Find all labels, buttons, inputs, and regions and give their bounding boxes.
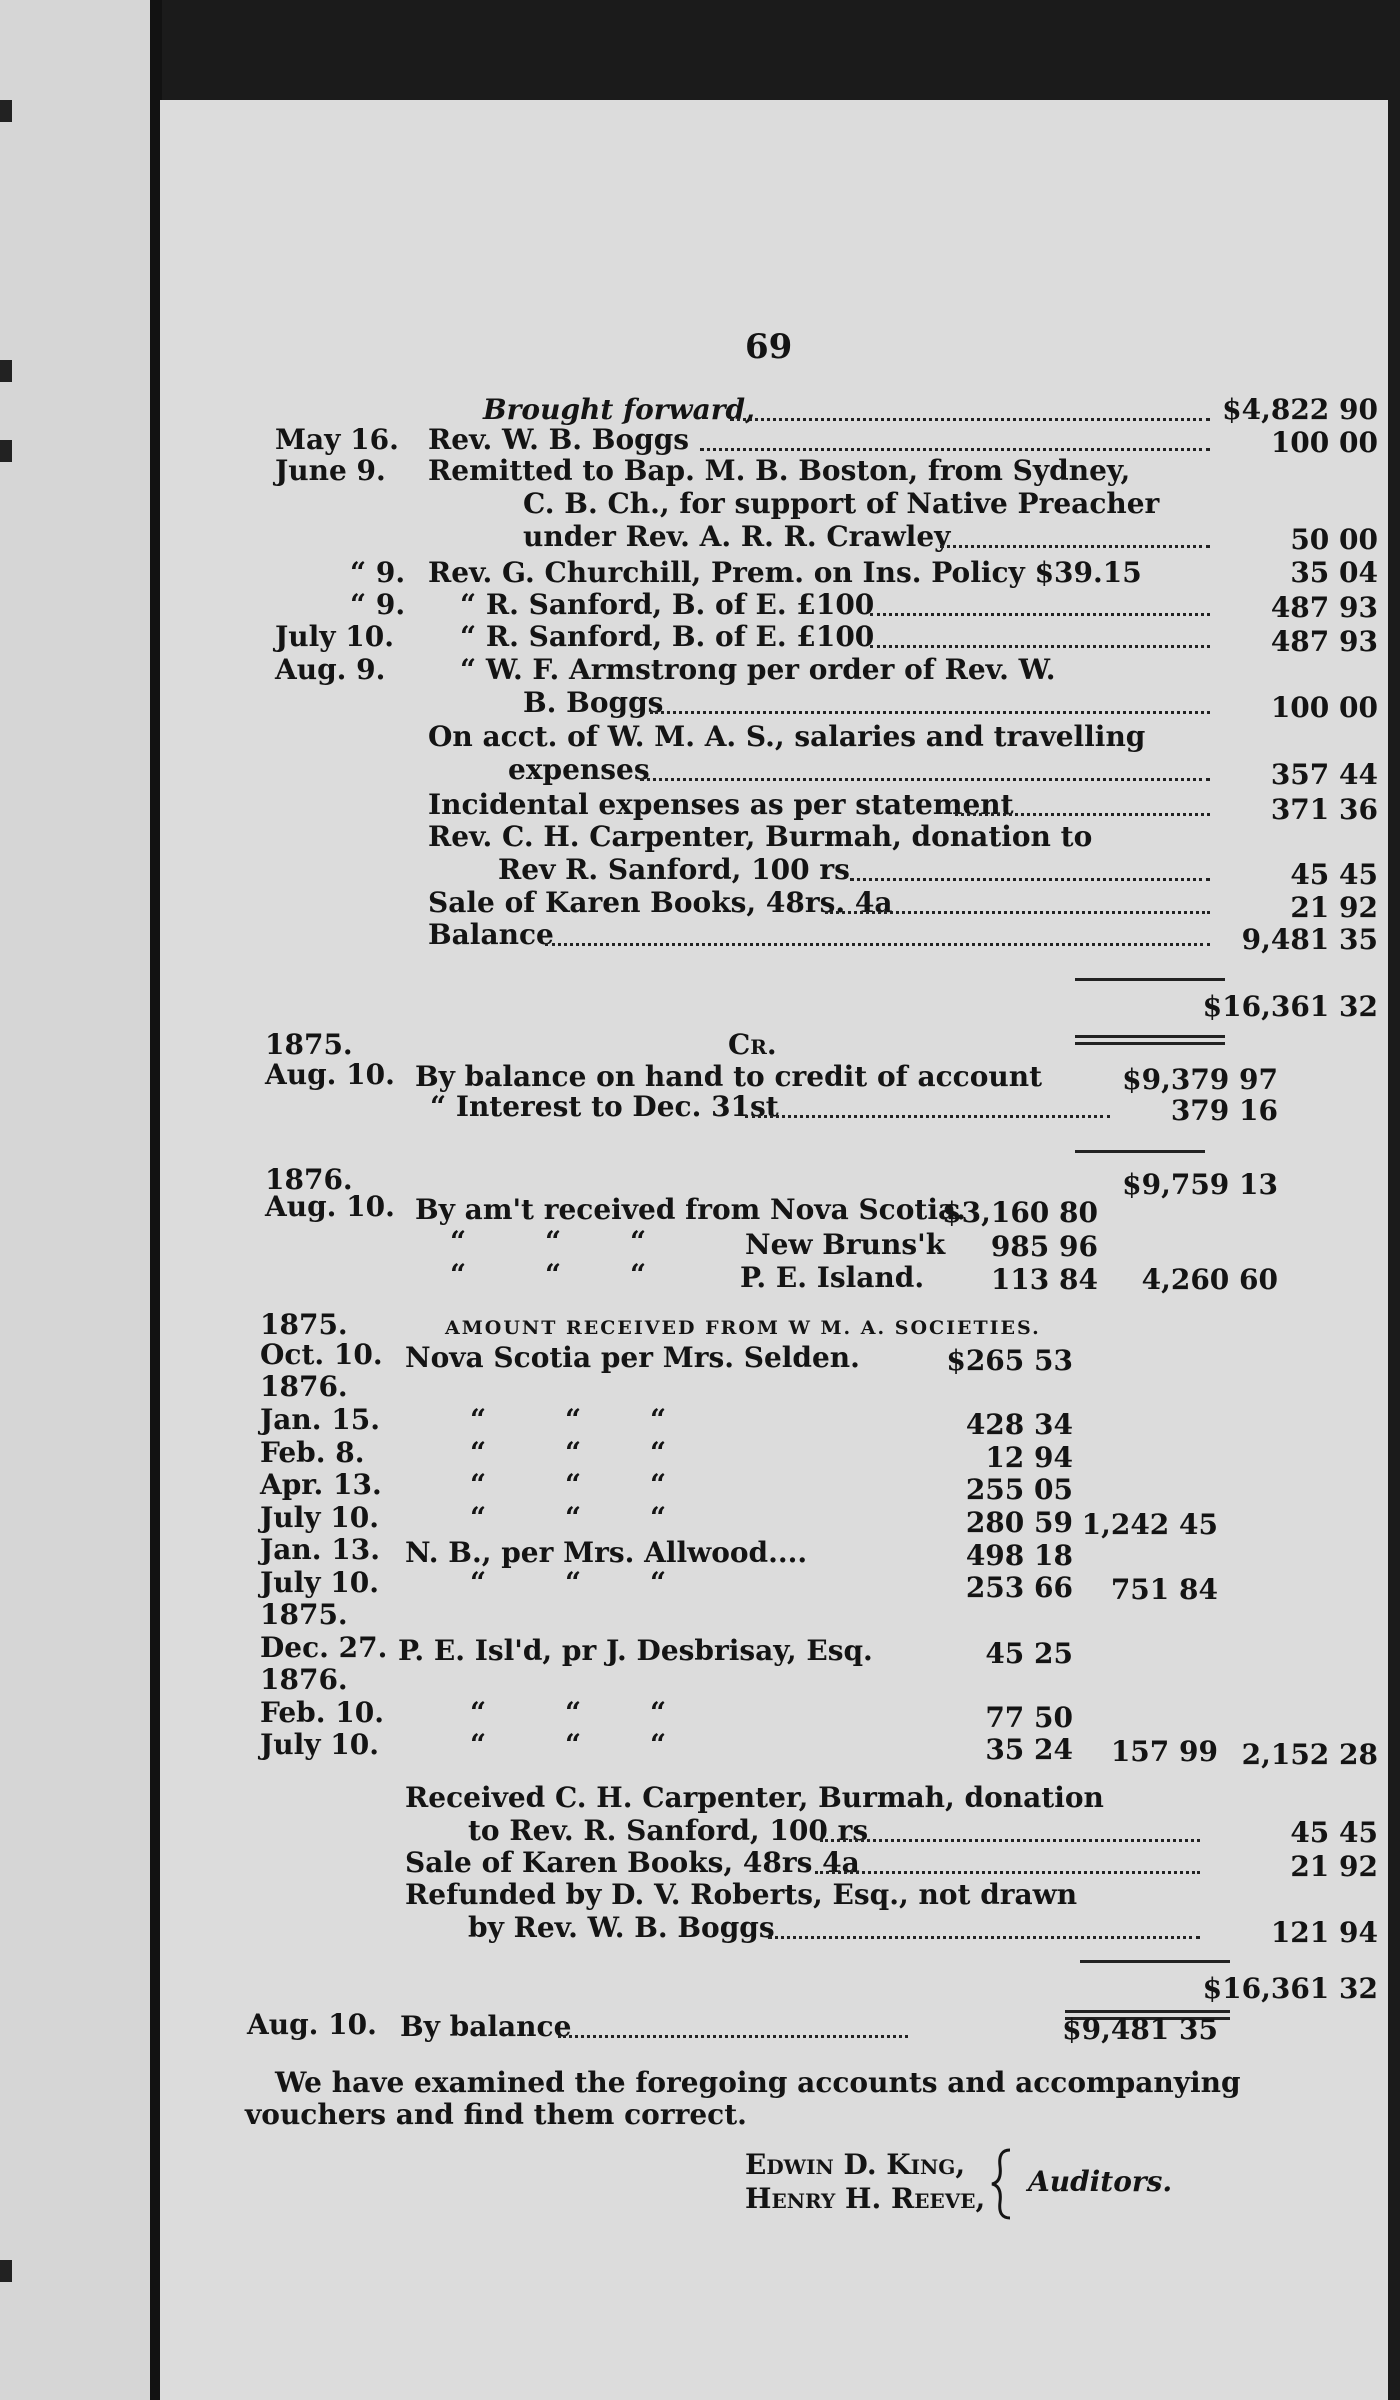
entry-text: P. E. Island. (740, 1261, 925, 1294)
ditto-mark: “ (650, 1566, 667, 1599)
entry-date: “ 9. (350, 556, 406, 589)
entry-amount: 9,481 35 (1241, 923, 1378, 956)
table-row-amount: 498 18 (965, 1539, 1073, 1572)
entry-text: Rev R. Sanford, 100 rs (498, 853, 850, 886)
leader-dots (640, 778, 1210, 781)
entry-amount: 21 92 (1290, 891, 1378, 924)
leader-dots (850, 878, 1210, 881)
auditors-statement: vouchers and find them correct. (245, 2098, 747, 2131)
entry-text: B. Boggs (523, 686, 664, 719)
auditor-name: Edwin D. King, (745, 2148, 966, 2181)
auditors-statement: We have examined the foregoing accounts and accompanying (275, 2066, 1241, 2099)
table-row-amount: 255 05 (965, 1473, 1073, 1506)
provinces-total: 4,260 60 (1141, 1263, 1278, 1296)
entry-date: Aug. 9. (275, 653, 386, 686)
leader-dots (955, 813, 1210, 816)
entry-text: C. B. Ch., for support of Native Preacher (523, 487, 1160, 520)
entry-date: Aug. 10. (247, 2008, 377, 2041)
entry-text: By balance on hand to credit of account (415, 1060, 1043, 1093)
entry-text: by Rev. W. B. Boggs (468, 1911, 775, 1944)
entry-amount: 100 00 (1270, 426, 1378, 459)
leader-dots (815, 1871, 1200, 1874)
entry-amount: 100 00 (1270, 691, 1378, 724)
ditto-mark: “ (630, 1225, 647, 1258)
auditor-name: Henry H. Reeve, (745, 2182, 986, 2215)
entry-amount: $3,160 80 (942, 1196, 1098, 1229)
table-row-date: July 10. (260, 1501, 379, 1534)
adjacent-page-mark (0, 360, 12, 382)
table-row-text: N. B., per Mrs. Allwood.... (405, 1536, 808, 1569)
ditto-mark: “ (650, 1436, 667, 1469)
leader-dots (558, 2035, 908, 2038)
entry-amount: 21 92 (1290, 1850, 1378, 1883)
entry-text: “ W. F. Armstrong per order of Rev. W. (460, 653, 1056, 686)
entry-text: By balance (400, 2010, 572, 2043)
table-row-amount: 12 94 (985, 1441, 1073, 1474)
double-rule (1075, 1035, 1225, 1038)
table-row-amount: 77 50 (985, 1701, 1073, 1734)
adjacent-page-edge (0, 0, 150, 2400)
entry-date: “ 9. (350, 588, 406, 621)
year-label: 1875. (265, 1028, 353, 1061)
table-row-amount: $265 53 (946, 1344, 1073, 1377)
entry-text: On acct. of W. M. A. S., salaries and travelling (428, 720, 1146, 753)
leader-dots (820, 1839, 1200, 1842)
table-row-amount: 45 25 (985, 1637, 1073, 1670)
section-heading: AMOUNT RECEIVED FROM W M. A. SOCIETIES. (445, 1317, 1041, 1339)
final-balance-amount: $9,481 35 (1062, 2013, 1218, 2046)
total-rule (1075, 978, 1225, 981)
year-label: 1876. (260, 1663, 348, 1696)
entry-date: July 10. (275, 620, 394, 653)
entry-text: Rev. G. Churchill, Prem. on Ins. Policy $39.15 (428, 556, 1142, 589)
subtotal-rule (1075, 1150, 1205, 1153)
ditto-mark: “ (545, 1258, 562, 1291)
leader-dots (870, 613, 1210, 616)
wma-total: 2,152 28 (1241, 1738, 1378, 1771)
entry-date: May 16. (275, 423, 399, 456)
entry-amount: 113 84 (990, 1263, 1098, 1296)
brace-icon (990, 2146, 1020, 2222)
entry-amount: 357 44 (1270, 758, 1378, 791)
leader-dots (650, 711, 1210, 714)
credit-heading: Cr. (728, 1028, 777, 1061)
leader-dots (730, 418, 1210, 421)
entry-text: Balance (428, 918, 554, 951)
entry-amount: 45 45 (1290, 858, 1378, 891)
table-row-text: P. E. Isl'd, pr J. Desbrisay, Esq. (398, 1634, 873, 1667)
entry-text: Sale of Karen Books, 48rs 4a (405, 1846, 860, 1879)
entry-text: By am't received from Nova Scotia. (415, 1193, 966, 1226)
ditto-mark: “ (470, 1566, 487, 1599)
ditto-mark: “ (650, 1501, 667, 1534)
debit-total: $16,361 32 (1202, 990, 1378, 1023)
entry-date: Aug. 10. (265, 1058, 395, 1091)
entry-date: June 9. (275, 454, 386, 487)
entry-text: to Rev. R. Sanford, 100 rs (468, 1814, 869, 1847)
table-row-subtotal: 157 99 (1110, 1735, 1218, 1768)
leader-dots (825, 911, 1210, 914)
entry-text: New Bruns'k (745, 1228, 946, 1261)
entry-text: Rev. W. B. Boggs (428, 423, 690, 456)
ditto-mark: “ (565, 1436, 582, 1469)
entry-date: Aug. 10. (265, 1190, 395, 1223)
table-row-date: July 10. (260, 1566, 379, 1599)
ditto-mark: “ (565, 1696, 582, 1729)
table-row-date: July 10. (260, 1728, 379, 1761)
ditto-mark: “ (565, 1403, 582, 1436)
credit-total: $16,361 32 (1202, 1972, 1378, 2005)
ditto-mark: “ (565, 1728, 582, 1761)
ditto-mark: “ (650, 1728, 667, 1761)
table-row-date: Feb. 8. (260, 1436, 365, 1469)
table-row-amount: 428 34 (965, 1408, 1073, 1441)
entry-amount: 371 36 (1270, 793, 1378, 826)
ditto-mark: “ (470, 1696, 487, 1729)
table-row-date: Oct. 10. (260, 1338, 383, 1371)
table-row-date: Dec. 27. (260, 1631, 388, 1664)
entry-text: Remitted to Bap. M. B. Boston, from Sydney, (428, 454, 1131, 487)
ditto-mark: “ (470, 1436, 487, 1469)
table-row-amount: 35 24 (985, 1733, 1073, 1766)
ditto-mark: “ (565, 1566, 582, 1599)
leader-dots (700, 448, 1210, 451)
total-rule (1080, 1960, 1230, 1963)
entry-amount: 50 00 (1290, 523, 1378, 556)
entry-amount: 45 45 (1290, 1816, 1378, 1849)
leader-dots (940, 545, 1210, 548)
ditto-mark: “ (650, 1696, 667, 1729)
ditto-mark: “ (470, 1728, 487, 1761)
entry-text: “ R. Sanford, B. of E. £100 (460, 620, 875, 653)
entry-text: expenses (508, 753, 650, 786)
auditors-label: Auditors. (1028, 2165, 1173, 2198)
table-row-amount: 280 59 (965, 1506, 1073, 1539)
table-row-date: Apr. 13. (260, 1468, 382, 1501)
ditto-mark: “ (650, 1403, 667, 1436)
entry-amount: 487 93 (1270, 625, 1378, 658)
ditto-mark: “ (630, 1258, 647, 1291)
page-number: 69 (745, 327, 793, 367)
ditto-mark: “ (565, 1468, 582, 1501)
leader-dots (745, 1115, 1110, 1118)
entry-text: under Rev. A. R. R. Crawley (523, 520, 951, 553)
entry-text: “ Interest to Dec. 31st (430, 1090, 779, 1123)
leader-dots (545, 943, 1210, 946)
ditto-mark: “ (470, 1468, 487, 1501)
table-row-amount: 253 66 (965, 1571, 1073, 1604)
ditto-mark: “ (545, 1225, 562, 1258)
ditto-mark: “ (450, 1258, 467, 1291)
ditto-mark: “ (470, 1501, 487, 1534)
leader-dots (768, 1936, 1200, 1939)
entry-text: “ R. Sanford, B. of E. £100 (460, 588, 875, 621)
adjacent-page-mark (0, 100, 12, 122)
ledger-page (160, 100, 1388, 2400)
entry-text: Sale of Karen Books, 48rs. 4a (428, 886, 893, 919)
subtotal-amount: $9,759 13 (1122, 1168, 1278, 1201)
entry-amount: 487 93 (1270, 591, 1378, 624)
entry-amount: 35 04 (1290, 556, 1378, 589)
year-label: 1876. (260, 1370, 348, 1403)
table-row-subtotal: 1,242 45 (1081, 1508, 1218, 1541)
entry-text: Received C. H. Carpenter, Burmah, donation (405, 1781, 1104, 1814)
entry-text: Incidental expenses as per statement (428, 788, 1014, 821)
table-row-date: Feb. 10. (260, 1696, 384, 1729)
adjacent-page-mark (0, 440, 12, 462)
entry-amount: 379 16 (1170, 1094, 1278, 1127)
table-row-text: Nova Scotia per Mrs. Selden. (405, 1341, 860, 1374)
brought-forward-label: Brought forward, (483, 393, 755, 426)
adjacent-page-mark (0, 2260, 12, 2282)
year-label: 1875. (260, 1598, 348, 1631)
ditto-mark: “ (650, 1468, 667, 1501)
table-row-subtotal: 751 84 (1110, 1573, 1218, 1606)
year-label: 1875. (260, 1308, 348, 1341)
table-row-date: Jan. 15. (260, 1403, 380, 1436)
double-rule (1075, 1042, 1225, 1045)
leader-dots (870, 645, 1210, 648)
ditto-mark: “ (565, 1501, 582, 1534)
table-row-date: Jan. 13. (260, 1533, 380, 1566)
entry-amount: 121 94 (1270, 1916, 1378, 1949)
ditto-mark: “ (470, 1403, 487, 1436)
entry-amount: 985 96 (990, 1230, 1098, 1263)
ditto-mark: “ (450, 1225, 467, 1258)
brought-forward-amount: $4,822 90 (1222, 393, 1378, 426)
entry-text: Rev. C. H. Carpenter, Burmah, donation to (428, 820, 1093, 853)
entry-amount: $9,379 97 (1122, 1063, 1278, 1096)
entry-text: Refunded by D. V. Roberts, Esq., not drawn (405, 1878, 1078, 1911)
year-label: 1876. (265, 1163, 353, 1196)
